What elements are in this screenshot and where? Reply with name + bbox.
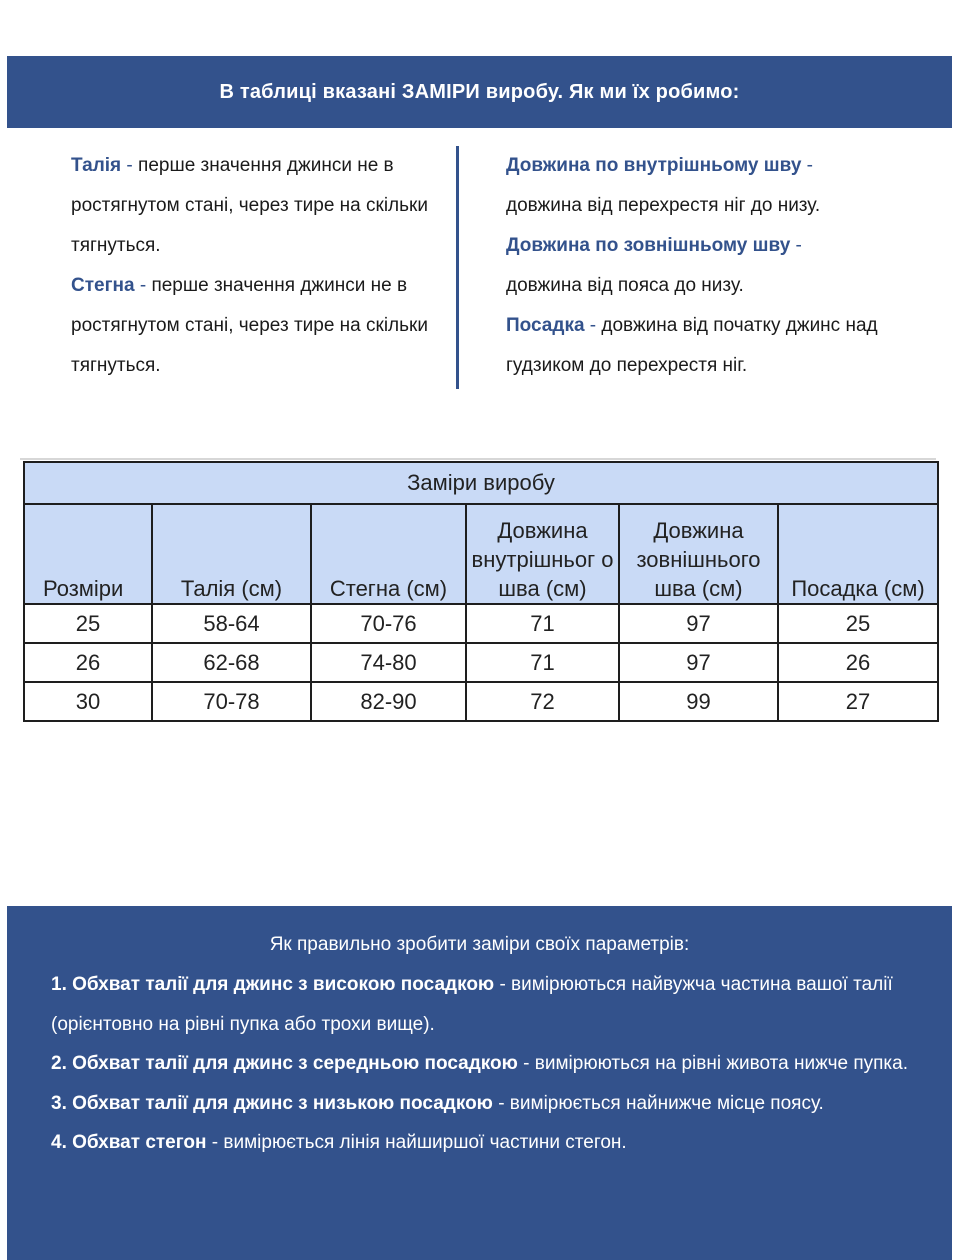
cell-hips: 82-90 <box>311 682 466 721</box>
table-row <box>24 682 938 721</box>
definitions-left <box>71 146 441 386</box>
cell-waist: 62-68 <box>152 643 311 682</box>
definition-waist-text: перше значення джинси не в ростягнутом стані, через тире на скільки тягнуться. <box>71 155 428 256</box>
header-title: В таблиці вказані ЗАМІРИ виробу. Як ми їх робимо: <box>219 80 740 103</box>
cell-waist: 58-64 <box>152 604 311 643</box>
definition-rise <box>506 306 926 386</box>
dash: - <box>589 315 597 336</box>
definition-outseam <box>506 226 926 306</box>
instructions-panel <box>7 906 952 1260</box>
term-rise: Посадка <box>506 315 585 336</box>
spreadsheet-gridline <box>20 458 936 460</box>
header-hips: Стегна (см) <box>311 504 466 604</box>
column-divider <box>456 146 459 389</box>
definition-rise-text: довжина від початку джинс над гудзиком до перехрестя ніг. <box>506 315 878 376</box>
table-row <box>24 643 938 682</box>
definition-outseam-text: довжина від пояса до низу. <box>506 275 744 296</box>
cell-hips: 74-80 <box>311 643 466 682</box>
term-inseam: Довжина по внутрішньому шву <box>506 155 802 176</box>
instruction-heading: 3. Обхват талії для джинс з низькою посадкою <box>51 1092 493 1114</box>
definition-waist <box>71 146 441 266</box>
header-banner <box>7 56 952 128</box>
size-table-section <box>20 442 940 732</box>
cell-outseam: 97 <box>619 643 778 682</box>
cell-hips: 70-76 <box>311 604 466 643</box>
cell-inseam: 71 <box>466 604 619 643</box>
table-header-row <box>24 504 938 604</box>
dash: - <box>139 275 147 296</box>
cell-inseam: 72 <box>466 682 619 721</box>
list-item <box>51 1123 931 1163</box>
header-inseam: Довжина внутрішньог о шва (см) <box>466 504 619 604</box>
cell-rise: 26 <box>778 643 938 682</box>
cell-rise: 27 <box>778 682 938 721</box>
list-item <box>51 1084 931 1124</box>
cell-size: 25 <box>24 604 152 643</box>
dash: - <box>795 235 802 256</box>
cell-outseam: 97 <box>619 604 778 643</box>
instruction-text: - вимірюються на рівні живота нижче пупка. <box>517 1053 908 1074</box>
instruction-text: - вимірюється найнижче місце поясу. <box>492 1092 824 1114</box>
definition-hips <box>71 266 441 386</box>
instruction-text: - вимірюється лінія найширшої частини стегон. <box>206 1132 627 1153</box>
cell-rise: 25 <box>778 604 938 643</box>
cell-size: 30 <box>24 682 152 721</box>
definition-inseam-text: довжина від перехрестя ніг до низу. <box>506 195 821 216</box>
list-item <box>51 1044 931 1084</box>
definition-hips-text: перше значення джинси не в ростягнутом стані, через тире на скільки тягнуться. <box>71 275 428 376</box>
definitions-right <box>506 146 926 386</box>
size-table <box>23 461 939 722</box>
term-waist: Талія <box>71 155 122 176</box>
cell-waist: 70-78 <box>152 682 311 721</box>
term-outseam: Довжина по зовнішньому шву <box>506 235 791 256</box>
instructions-title: Як правильно зробити заміри своїх параметрів: <box>269 934 690 955</box>
dash: - <box>806 155 813 176</box>
instruction-heading: 1. Обхват талії для джинс з високою посадкою <box>51 974 495 995</box>
definition-inseam <box>506 146 926 226</box>
header-size: Розміри <box>24 504 152 604</box>
instruction-text: - вимірюються найвужча частина вашої талії (орієнтовно на рівні пупка або трохи вище). <box>51 974 893 1035</box>
list-item <box>51 965 931 1044</box>
table-row <box>24 604 938 643</box>
header-waist: Талія (см) <box>152 504 311 604</box>
cell-size: 26 <box>24 643 152 682</box>
instructions-list <box>51 965 931 1163</box>
header-rise: Посадка (см) <box>778 504 938 604</box>
instruction-heading: 4. Обхват стегон <box>51 1132 207 1153</box>
cell-inseam: 71 <box>466 643 619 682</box>
dash: - <box>126 155 133 176</box>
instruction-heading: 2. Обхват талії для джинс з середньою посадкою <box>51 1053 518 1074</box>
cell-outseam: 99 <box>619 682 778 721</box>
table-title-row <box>24 462 938 504</box>
table-title: Заміри виробу <box>24 462 938 504</box>
term-hips: Стегна <box>71 275 135 296</box>
header-outseam: Довжина зовнішнього шва (см) <box>619 504 778 604</box>
